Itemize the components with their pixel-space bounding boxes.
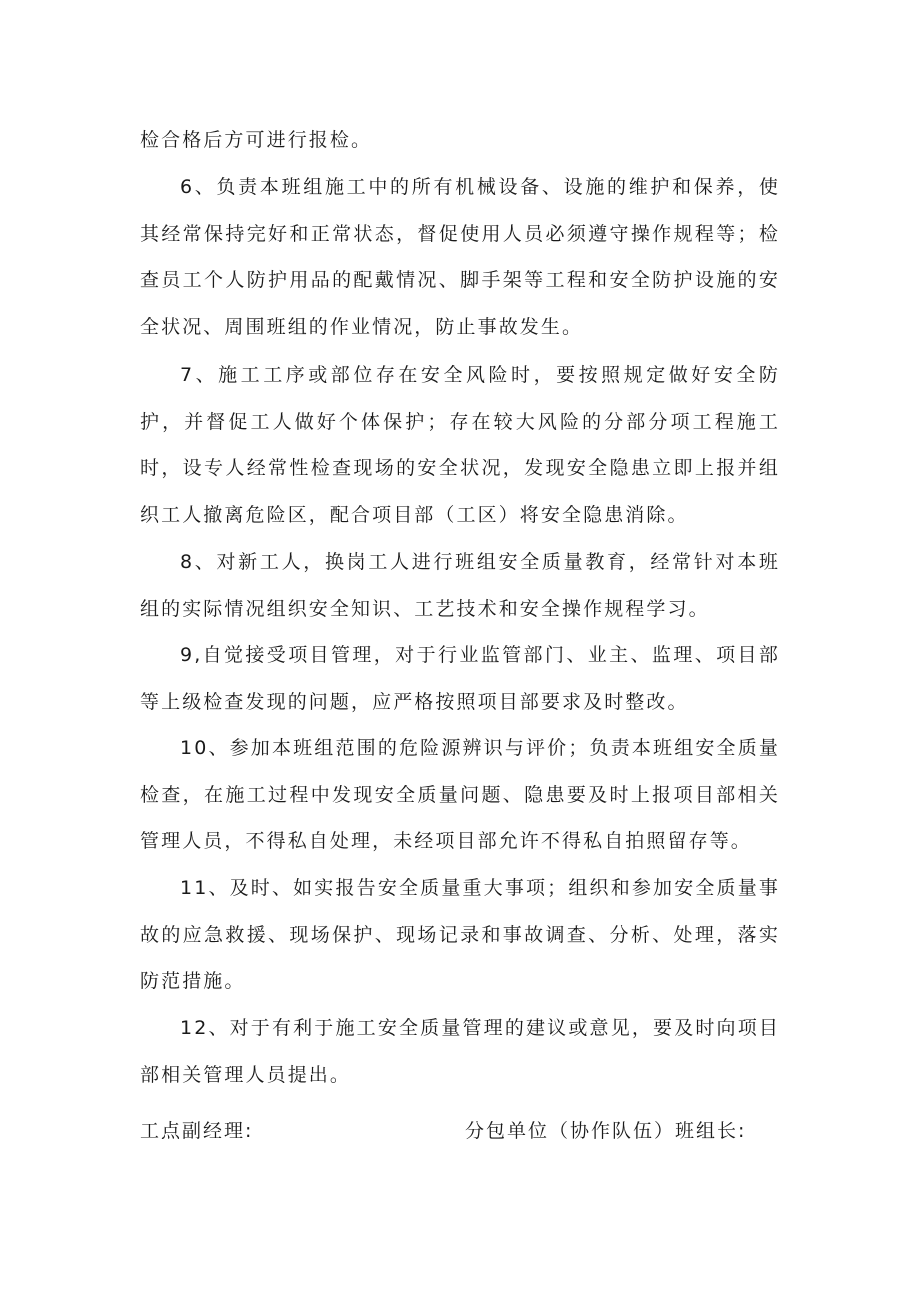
signature-team-leader-label: 分包单位（协作队伍）班组长:: [465, 1120, 747, 1142]
paragraph-item-8: 8、对新工人，换岗工人进行班组安全质量教育，经常针对本班组的实际情况组织安全知识、工艺技术和安全操作规程学习。: [140, 551, 780, 620]
paragraph-item-6: 6、负责本班组施工中的所有机械设备、设施的维护和保养，使其经常保持完好和正常状态，督促使用人员必须遵守操作规程等；检查员工个人防护用品的配戴情况、脚手架等工程和安全防护设施的安全状况、周围班组的作业情况，防止事故发生。: [140, 176, 780, 338]
paragraph-continuation: 检合格后方可进行报检。: [140, 129, 373, 151]
signature-deputy-manager-label: 工点副经理:: [140, 1120, 254, 1142]
paragraph-item-10: 10、参加本班组范围的危险源辨识与评价；负责本班组安全质量检查，在施工过程中发现安全质量问题、隐患要及时上报项目部相关管理人员，不得私自处理，未经项目部允许不得私自拍照留存等。: [140, 737, 780, 852]
paragraph-item-7: 7、施工工序或部位存在安全风险时，要按照规定做好安全防护，并督促工人做好个体保护；存在较大风险的分部分项工程施工时，设专人经常性检查现场的安全状况，发现安全隐患立即上报并组织工人撤离危险区，配合项目部（工区）将安全隐患消除。: [140, 364, 780, 526]
paragraph-item-9: 9,自觉接受项目管理，对于行业监管部门、业主、监理、项目部等上级检查发现的问题，应严格按照项目部要求及时整改。: [140, 644, 780, 713]
paragraph-item-12: 12、对于有利于施工安全质量管理的建议或意见，要及时向项目部相关管理人员提出。: [140, 1017, 780, 1086]
paragraph-item-11: 11、及时、如实报告安全质量重大事项；组织和参加安全质量事故的应急救援、现场保护、现场记录和事故调查、分析、处理，落实防范措施。: [140, 877, 780, 992]
